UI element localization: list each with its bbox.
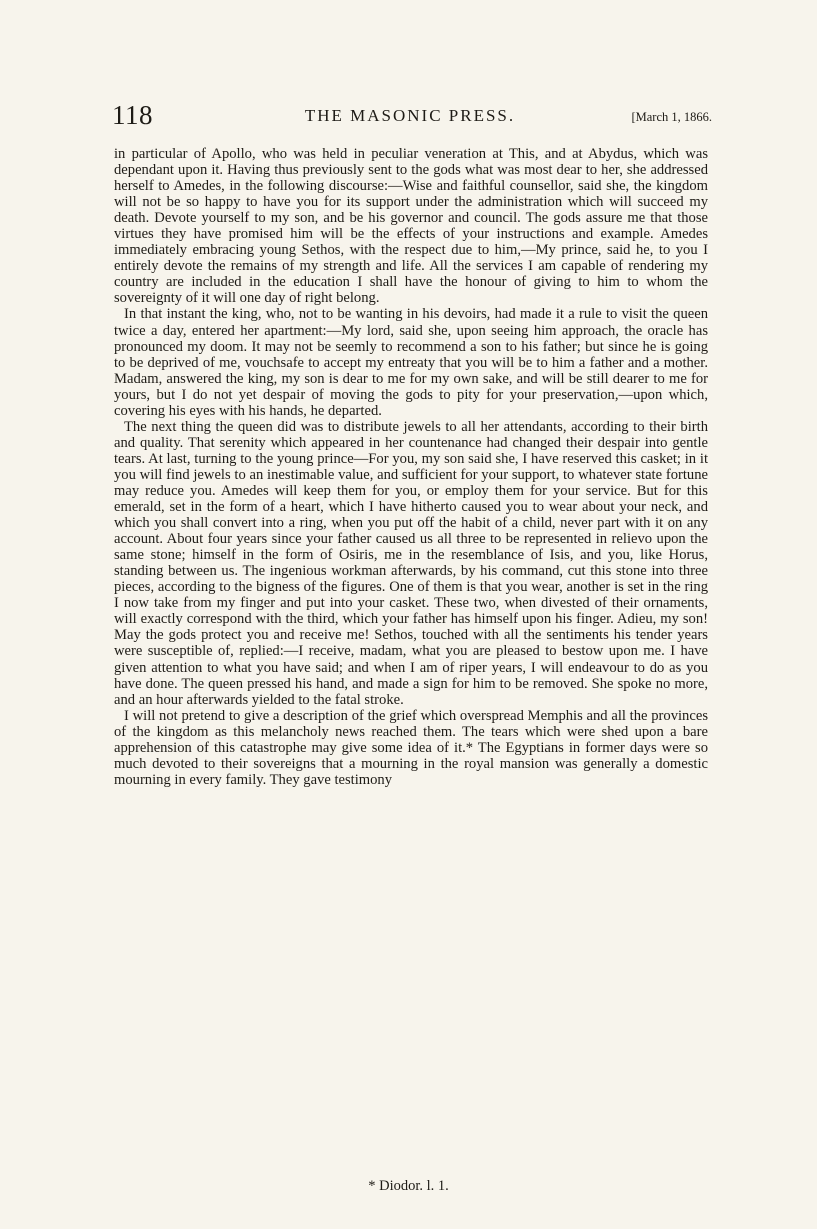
paragraph: In that instant the king, who, not to be wanting in his devoirs, had made it a rule to visit the queen twice a day, entered her apartment:—My lord, said she, upon seeing him approach, the oracle has pronounced my doom. It may not be seemly to recommend a son to his father; but since he is going to be deprived of me, vouchsafe to accept my entreaty that you will be to him a father and a mother. Madam, answered the king, my son is dear to me for my own sake, and will be still dearer to me for yours, but I do not yet despair of moving the gods to pity for your preservation,—upon which, covering his eyes with his hands, he departed.	[114, 306, 708, 419]
paragraph: in particular of Apollo, who was held in peculiar veneration at This, and at Abydus, which was dependant upon it. Having thus previously sent to the gods what was most dear to her, she addressed herself to Amedes, in the following discourse:—Wise and faithful counsellor, said she, the kingdom will not be so happy to have you for its support under the administration which will succeed my death. Devote yourself to my son, and be his governor and council. The gods assure me that those virtues they have promised him will be the effects of your instructions and example. Amedes immediately embracing young Sethos, with the respect due to him,—My prince, said he, to you I entirely devote the remains of my strength and life. All the services I am capable of rendering my country are included in the education I shall have the honour of giving to him to whom the sovereignty of it will one day of right belong.	[114, 146, 708, 307]
page-header	[112, 100, 712, 130]
paragraph: The next thing the queen did was to distribute jewels to all her attendants, according to their birth and quality. That serenity which appeared in her countenance had changed their despair into gentle tears. At last, turning to the young prince—For you, my son said she, I have reserved this casket; in it you will find jewels to an inestimable value, and sufficient for your support, to whatever state fortune may reduce you. Amedes will keep them for you, or employ them for your service. But for this emerald, set in the form of a heart, which I have hitherto caused you to wear about your neck, and which you shall convert into a ring, when you put off the habit of a child, never part with it on any account. About four years since your father caused us all three to be represented in relievo upon the same stone; himself in the form of Osiris, me in the resemblance of Isis, and you, like Horus, standing between us. The ingenious workman afterwards, by his command, cut this stone into three pieces, according to the bigness of the figures. One of them is that you wear, another is set in the ring I now take from my finger and put into your casket. These two, when divested of their ornaments, will exactly correspond with the third, which your father has himself upon his finger. Adieu, my son! May the gods protect you and receive me! Sethos, touched with all the sentiments his tender years were susceptible of, replied:—I receive, madam, what you are pleased to bestow upon me. I have given attention to what you have said; and when I am of riper years, I will endeavour to do as you have done. The queen pressed his hand, and made a sign for him to be removed. She spoke no more, and an hour afterwards yielded to the fatal stroke.	[114, 418, 708, 708]
paragraph: I will not pretend to give a description of the grief which overspread Memphis and all the provinces of the kingdom as this melancholy news reached them. The tears which were shed upon a bare apprehension of this catastrophe may give some idea of it.* The Egyptians in former days were so much devoted to their sovereigns that a mourning in the royal mansion was generally a domestic mourning in every family. They gave testimony	[114, 707, 708, 788]
page-number: 118	[112, 100, 153, 130]
running-title: THE MASONIC PRESS.	[304, 106, 516, 125]
article-body	[114, 146, 708, 788]
issue-date: [March 1, 1866.	[631, 110, 712, 124]
footnote: * Diodor. l. 1.	[368, 1178, 449, 1194]
